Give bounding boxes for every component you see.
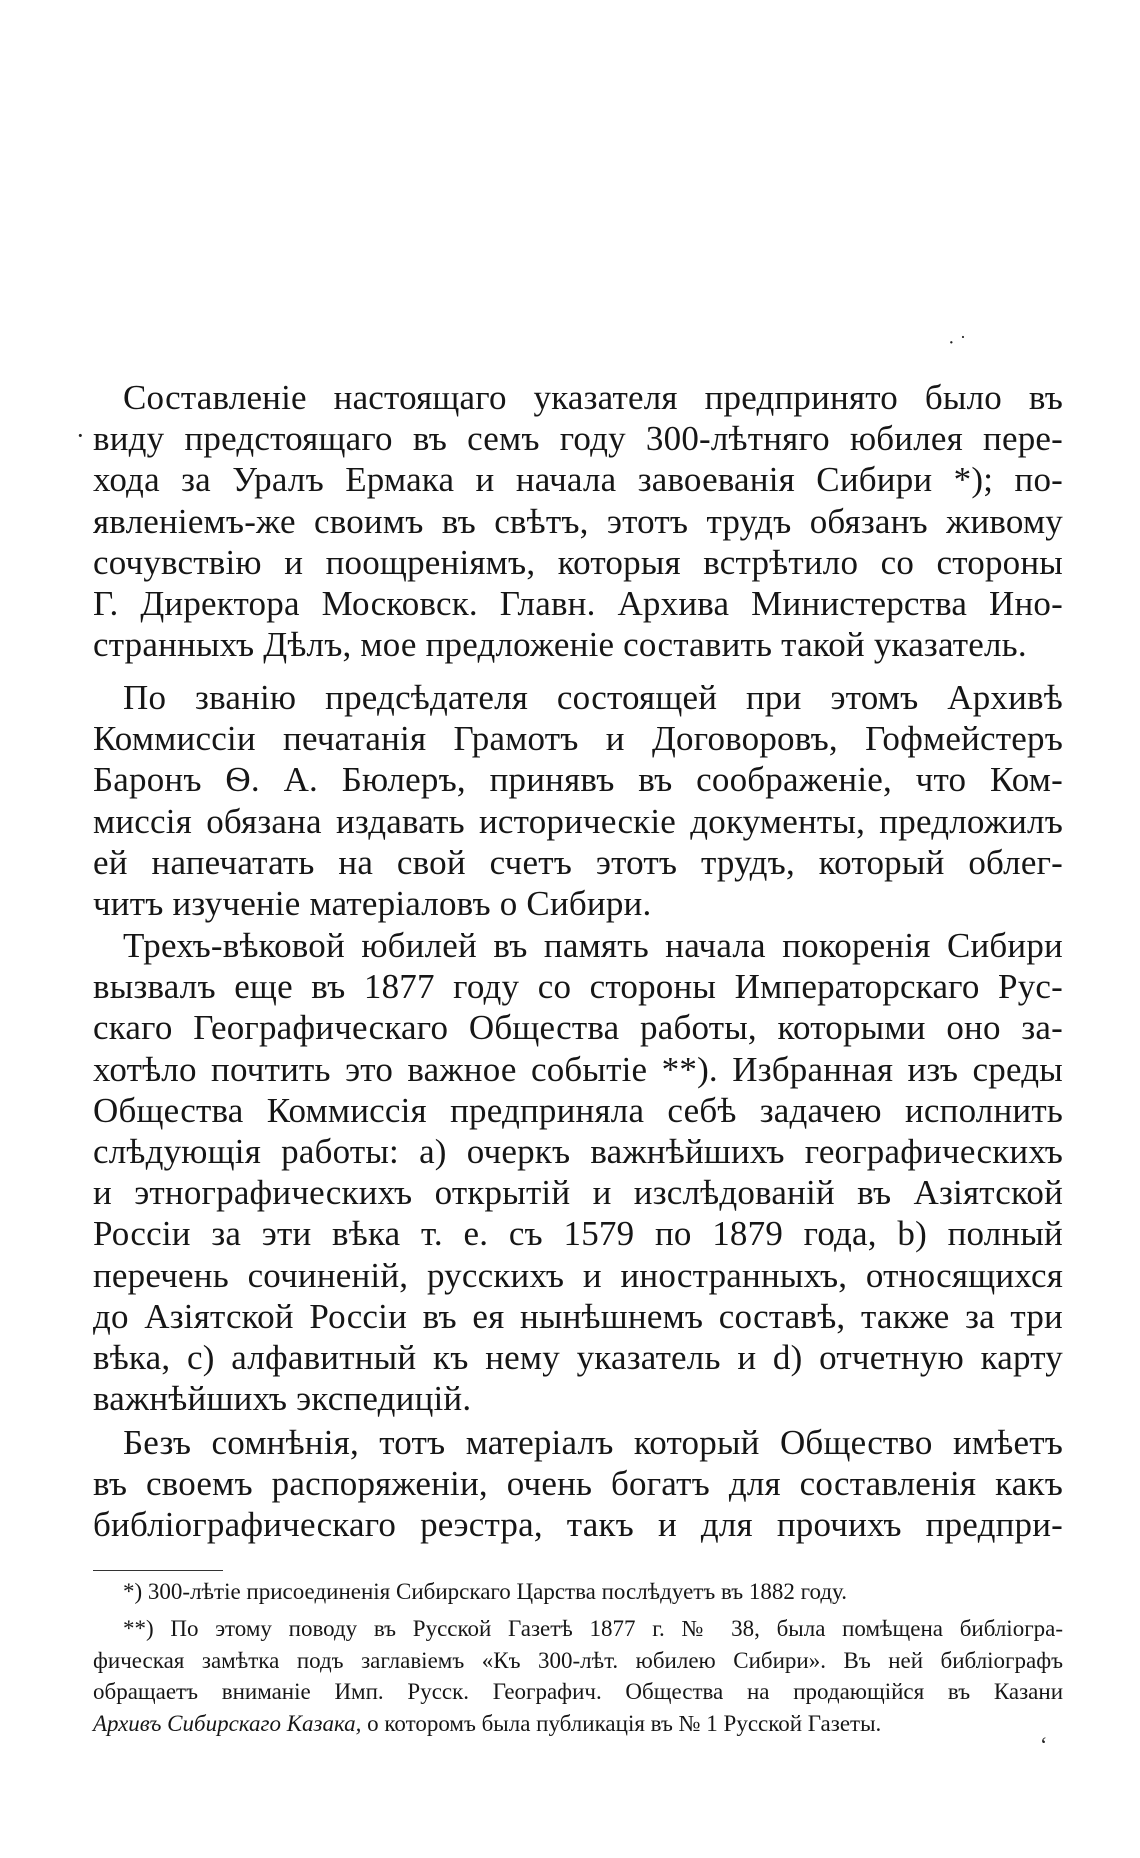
footnote-line: фическая замѣтка подъ заглавіемъ «Къ 300-лѣт. юбилею Сибири». Въ ней библіографъ bbox=[93, 1647, 1063, 1673]
book-title: Архивъ Сибирскаго Казака, bbox=[93, 1710, 362, 1736]
paragraph bbox=[93, 925, 1063, 1419]
text-line: явленіемъ-же своимъ въ свѣтъ, этотъ трудъ обязанъ живому bbox=[93, 501, 1063, 541]
text-line: вѣка, c) алфавитный къ нему указатель и d) отчетную карту bbox=[93, 1337, 1063, 1377]
text-line: и этнографическихъ открытій и изслѣдованій въ Азіятской bbox=[93, 1173, 1063, 1213]
footnote-divider bbox=[93, 1570, 223, 1571]
text-line: важнѣйшихъ экспедицій. bbox=[93, 1379, 472, 1419]
text-line: Безъ сомнѣнія, тотъ матеріалъ который Общество имѣетъ bbox=[123, 1423, 1063, 1462]
text-line: ей напечатать на свой счетъ этотъ трудъ, который облег- bbox=[93, 842, 1063, 882]
text-line: до Азіятской Россіи въ ея нынѣшнемъ составѣ, также за три bbox=[93, 1296, 1063, 1336]
text-line: Коммиссіи печатанія Грамотъ и Договоровъ, Гофмейстеръ bbox=[93, 719, 1063, 759]
footnote-line bbox=[93, 1708, 1063, 1740]
text-line: Общества Коммиссія предприняла себѣ задачею исполнить bbox=[93, 1090, 1063, 1130]
footnote-text: о которомъ была публикація въ № 1 Русской Газеты. bbox=[361, 1710, 882, 1736]
text-line: вызвалъ еще въ 1877 году со стороны Императорскаго Рус- bbox=[93, 967, 1063, 1007]
text-line: слѣдующія работы: a) очеркъ важнѣйшихъ географическихъ bbox=[93, 1131, 1063, 1171]
paragraph bbox=[93, 677, 1063, 924]
text-line: въ своемъ распоряженіи, очень богатъ для составленія какъ bbox=[93, 1464, 1063, 1504]
text-line: библіографическаго реэстра, такъ и для прочихъ предпри- bbox=[93, 1505, 1063, 1545]
text-line: сочувствію и поощреніямъ, которыя встрѣтило со стороны bbox=[93, 542, 1063, 582]
stray-print-mark: ʻ bbox=[1040, 1732, 1048, 1757]
paragraph bbox=[93, 377, 1063, 665]
text-line: миссія обязана издавать историческіе документы, предложилъ bbox=[93, 801, 1063, 841]
text-line: хотѣло почтить это важное событіе **). Избранная изъ среды bbox=[93, 1049, 1063, 1089]
stray-print-mark: · bbox=[76, 421, 85, 450]
text-line: Россіи за эти вѣка т. е. съ 1579 по 1879 года, b) полный bbox=[93, 1214, 1063, 1254]
stray-print-mark: · ˙ bbox=[948, 332, 967, 354]
paragraph bbox=[93, 1422, 1063, 1546]
text-line: Баронъ Ѳ. А. Бюлеръ, принявъ въ соображеніе, что Ком- bbox=[93, 760, 1063, 800]
text-line: По званію предсѣдателя состоящей при этомъ Архивѣ bbox=[123, 678, 1063, 717]
text-line: читъ изученіе матеріаловъ о Сибири. bbox=[93, 883, 652, 923]
footnote-line: обращаетъ вниманіе Имп. Русск. Географич. Общества на продающійся въ Казани bbox=[93, 1679, 1063, 1704]
footnote bbox=[93, 1576, 1063, 1608]
footnote-line: *) 300-лѣтіе присоединенія Сибирскаго Царства послѣдуетъ въ 1882 году. bbox=[123, 1579, 847, 1604]
text-line: Трехъ-вѣковой юбилей въ память начала покоренія Сибири bbox=[123, 926, 1063, 965]
text-line: Составленіе настоящаго указателя предпринято было въ bbox=[123, 378, 1063, 417]
footnote-line: **) По этому поводу въ Русской Газетѣ 1877 г. № 38, была помѣщена библіогра- bbox=[123, 1616, 1063, 1641]
footnote bbox=[93, 1613, 1063, 1739]
text-line: странныхъ Дѣлъ, мое предложеніе составить такой указатель. bbox=[93, 625, 1027, 665]
text-line: скаго Географическаго Общества работы, которыми оно за- bbox=[93, 1008, 1063, 1048]
text-line: хода за Уралъ Ермака и начала завоеванія Сибири *); по- bbox=[93, 460, 1063, 500]
text-line: Г. Директора Московск. Главн. Архива Министерства Ино- bbox=[93, 583, 1063, 623]
text-line: виду предстоящаго въ семъ году 300-лѣтняго юбилея пере- bbox=[93, 419, 1063, 459]
text-line: перечень сочиненій, русскихъ и иностранныхъ, относящихся bbox=[93, 1255, 1063, 1295]
